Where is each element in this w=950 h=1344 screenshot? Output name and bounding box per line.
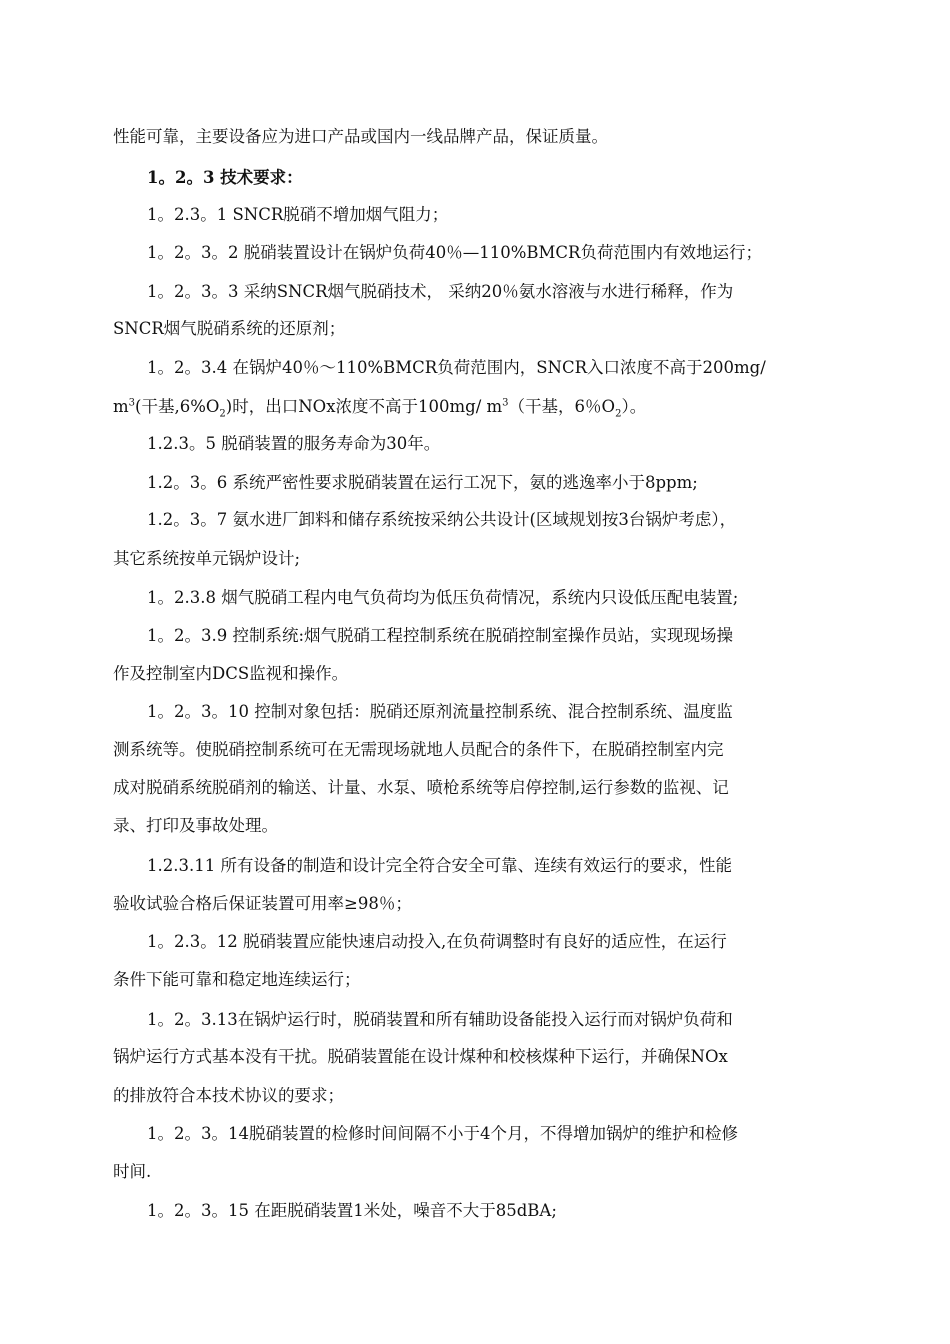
paragraph-line: 1。2。3。15 在距脱硝装置1米处，噪音不大于85dBA;: [147, 1201, 557, 1220]
paragraph-line: 1。2。3.9 控制系统:烟气脱硝工程控制系统在脱硝控制室操作员站，实现现场操: [147, 626, 734, 645]
paragraph-line: 性能可靠，主要设备应为进口产品或国内一线品牌产品，保证质量。: [113, 127, 608, 146]
paragraph-line: 1。2。3.4 在锅炉40％～110%BMCR负荷范围内，SNCR入口浓度不高于200mg/: [147, 358, 766, 377]
superscript: 3: [502, 397, 509, 409]
paragraph-line: 作及控制室内DCS监视和操作。: [113, 664, 349, 683]
paragraph-line: 1.2。3。6 系统严密性要求脱硝装置在运行工况下，氨的逃逸率小于8ppm;: [147, 473, 698, 492]
paragraph-line: 其它系统按单元锅炉设计;: [113, 549, 301, 568]
section-heading: 1。2。3 技术要求：: [147, 168, 303, 187]
superscript: 3: [128, 397, 136, 409]
subscript: 2: [615, 408, 622, 420]
paragraph-line: 测系统等。使脱硝控制系统可在无需现场就地人员配合的条件下，在脱硝控制室内完: [113, 740, 724, 759]
paragraph-line: 1。2.3.8 烟气脱硝工程内电气负荷均为低压负荷情况，系统内只设低压配电装置;: [147, 588, 739, 607]
paragraph-line: SNCR烟气脱硝系统的还原剂；: [113, 319, 346, 338]
paragraph-line-with-units: [113, 396, 646, 418]
paragraph-line: 1.2。3。7 氨水进厂卸料和储存系统按采纳公共设计(区域规划按3台锅炉考虑），: [147, 510, 737, 529]
paragraph-line: 1.2.3.11 所有设备的制造和设计完全符合安全可靠、连续有效运行的要求，性能: [147, 856, 732, 875]
text-segment: ）。: [621, 397, 647, 416]
paragraph-line: 1。2.3。12 脱硝装置应能快速启动投入,在负荷调整时有良好的适应性，在运行: [147, 932, 727, 951]
paragraph-line: 成对脱硝系统脱硝剂的输送、计量、水泵、喷枪系统等启停控制,运行参数的监视、记: [113, 778, 729, 797]
text-segment: )时，出口NOx浓度不高于100mg/ m: [225, 397, 503, 416]
paragraph-line: 录、打印及事故处理。: [113, 816, 278, 835]
paragraph-line: 1.2.3。5 脱硝装置的服务寿命为30年。: [147, 434, 441, 453]
paragraph-line: 1。2.3。1 SNCR脱硝不增加烟气阻力；: [147, 205, 449, 224]
text-segment: m: [113, 397, 129, 416]
paragraph-line: 1。2。3。14脱硝装置的检修时间间隔不小于4个月，不得增加锅炉的维护和检修: [147, 1124, 738, 1143]
paragraph-line: 条件下能可靠和稳定地连续运行；: [113, 970, 361, 989]
paragraph-line: 时间.: [113, 1162, 152, 1181]
paragraph-line: 1。2。3。10 控制对象包括：脱硝还原剂流量控制系统、混合控制系统、温度监: [147, 702, 733, 721]
paragraph-line: 锅炉运行方式基本没有干扰。脱硝装置能在设计煤种和校核煤种下运行，并确保NOx: [113, 1047, 728, 1066]
text-segment: （干基，6％O: [508, 397, 616, 416]
paragraph-line: 1。2。3。3 采纳SNCR烟气脱硝技术， 采纳20％氨水溶液与水进行稀释，作为: [147, 282, 734, 301]
text-segment: (干基,6%O: [135, 397, 220, 416]
paragraph-line: 1。2。3。2 脱硝装置设计在锅炉负荷40％—110%BMCR负荷范围内有效地运行；: [147, 243, 762, 262]
paragraph-line: 验收试验合格后保证装置可用率≥98％；: [113, 894, 412, 913]
paragraph-line: 1。2。3.13在锅炉运行时，脱硝装置和所有辅助设备能投入运行而对锅炉负荷和: [147, 1010, 733, 1029]
paragraph-line: 的排放符合本技术协议的要求；: [113, 1086, 344, 1105]
subscript: 2: [219, 408, 226, 420]
